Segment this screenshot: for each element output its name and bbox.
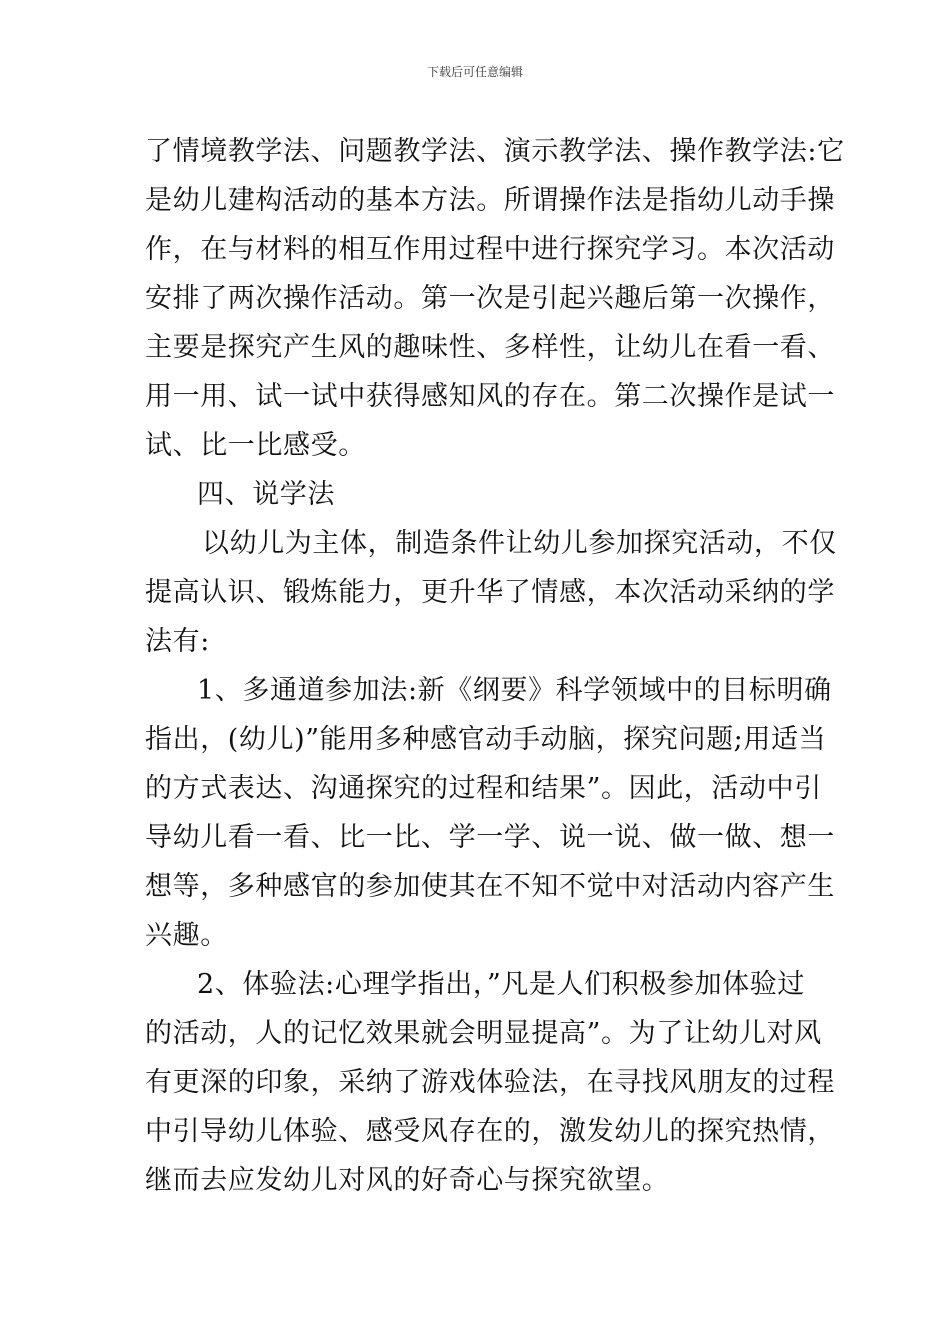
text-line: 作，在与材料的相互作用过程中进行探究学习。本次活动 [145,234,835,265]
text-line: 了情境教学法、问题教学法、演示教学法、操作教学法:它 [145,136,845,167]
text-line: 指出，(幼儿)”能用多种感官动手动脑，探究问题;用适当 [145,724,827,755]
text-line: 2、体验法:心理学指出，”凡是人们积极参加体验过 [197,969,805,1000]
text-line: 的方式表达、沟通探究的过程和结果”。因此，活动中引 [145,773,822,804]
text-line: 想等，多种感官的参加使其在不知不觉中对活动内容产生 [145,871,835,902]
text-line: 安排了两次操作活动。第一次是引起兴趣后第一次操作， [145,283,835,314]
text-line: 中引导幼儿体验、感受风存在的，激发幼儿的探究热情， [145,1116,835,1147]
text-line: 用一用、试一试中获得感知风的存在。第二次操作是试一 [145,381,835,412]
text-line: 提高认识、锻炼能力，更升华了情感，本次活动采纳的学 [145,577,835,608]
page-header: 下载后可任意编辑 [426,65,523,79]
text-line: 的活动，人的记忆效果就会明显提高”。为了让幼儿对风 [145,1018,822,1049]
text-line: 主要是探究产生风的趣味性、多样性，让幼儿在看一看、 [145,332,835,363]
text-line: 导幼儿看一看、比一比、学一学、说一说、做一做、想一 [145,822,835,853]
text-line: 试、比一比感受。 [145,430,366,461]
text-line: 兴趣。 [145,920,228,951]
text-line: 继而去应发幼儿对风的好奇心与探究欲望。 [145,1165,670,1196]
text-line: 1、多通道参加法:新《纲要》科学领域中的目标明确 [197,675,832,706]
section-heading: 四、说学法 [197,479,335,510]
text-line: 是幼儿建构活动的基本方法。所谓操作法是指幼儿动手操 [145,185,835,216]
text-line: 法有: [145,626,210,657]
text-line: 以幼儿为主体，制造条件让幼儿参加探究活动，不仅 [202,528,837,559]
text-line: 有更深的印象，采纳了游戏体验法，在寻找风朋友的过程 [145,1067,835,1098]
